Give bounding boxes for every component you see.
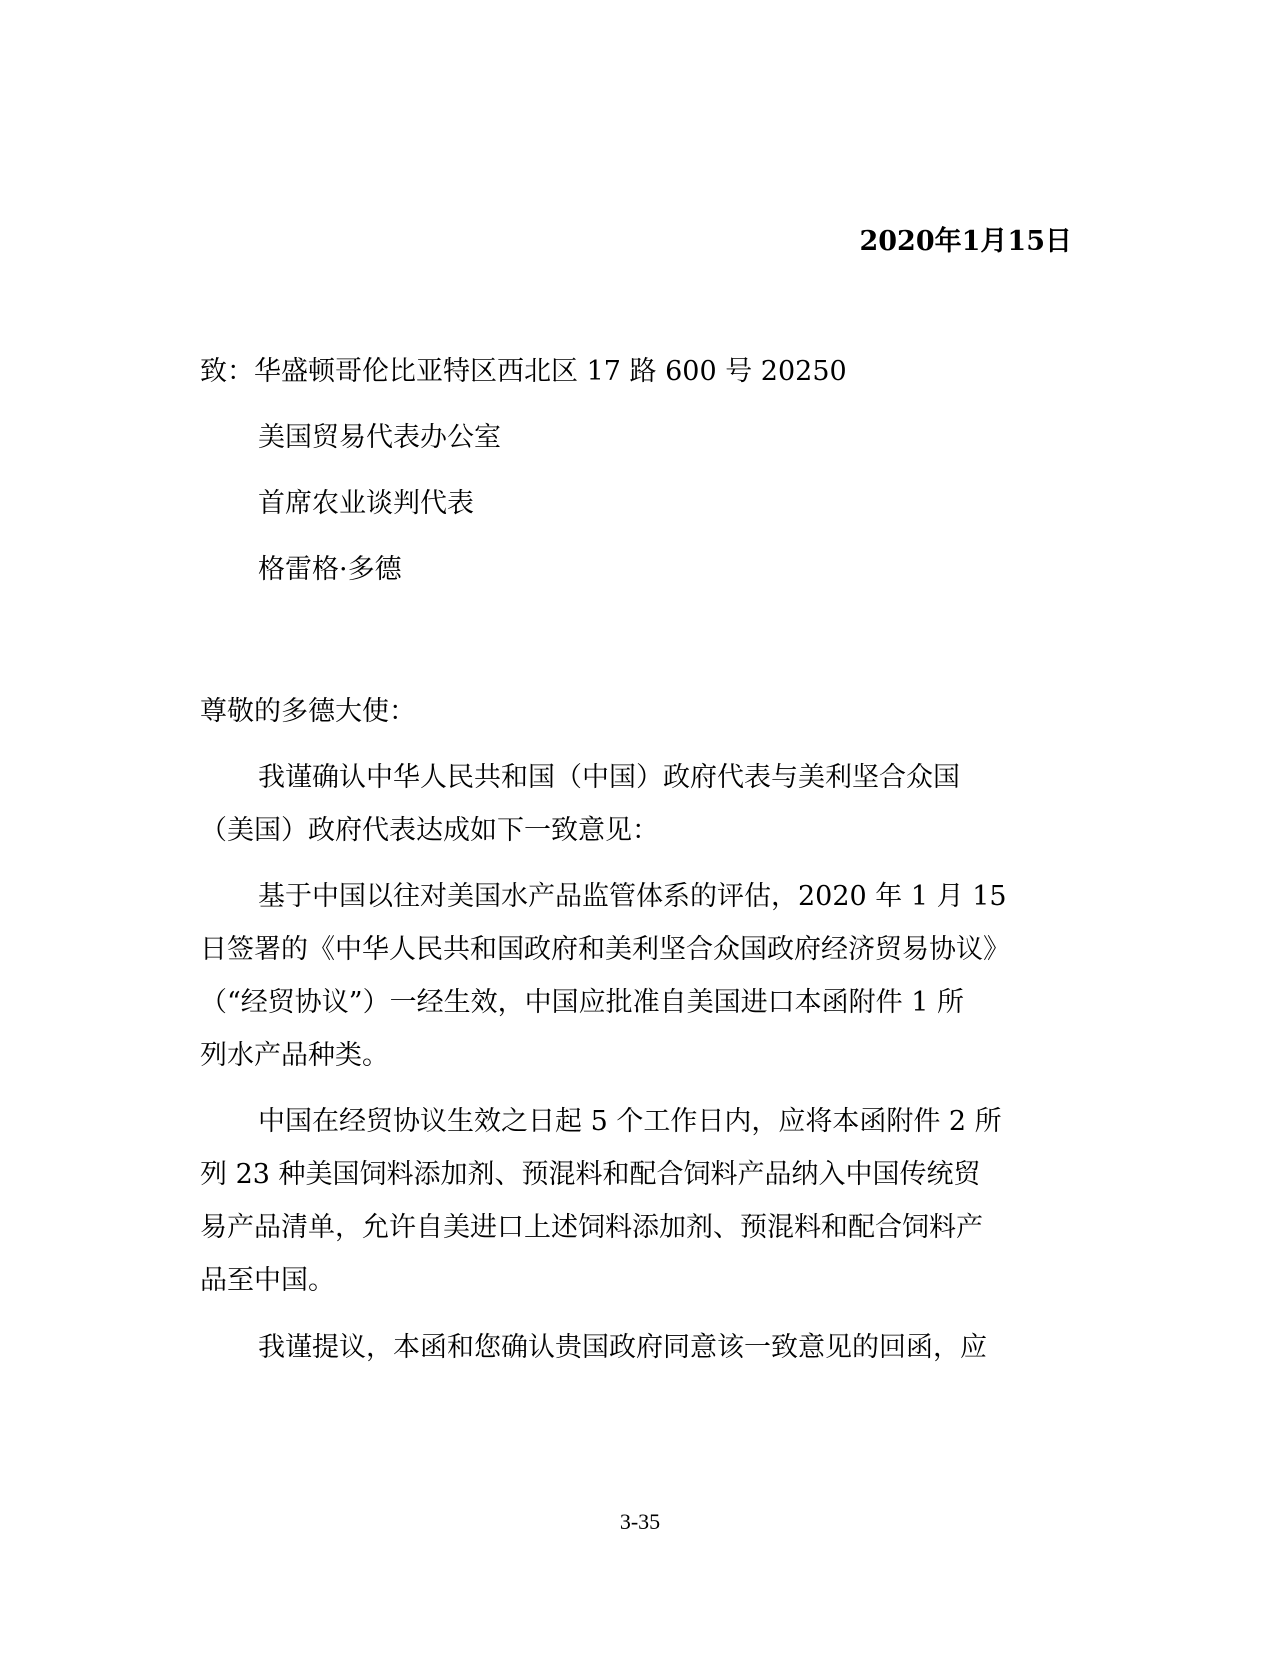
- paragraph-2-line-1: 基于中国以往对美国水产品监管体系的评估，2020 年 1 月 15: [258, 881, 1007, 912]
- paragraph-1-line-1: 我谨确认中华人民共和国（中国）政府代表与美利坚合众国: [258, 762, 960, 793]
- paragraph-2-line-3: （“经贸协议”）一经生效，中国应批准自美国进口本函附件 1 所: [200, 987, 964, 1018]
- letter-date: 2020年1月15日: [859, 226, 1072, 257]
- recipient-address-line: [200, 355, 847, 389]
- recipient-name: 格雷格·多德: [258, 554, 402, 585]
- salutation: 尊敬的多德大使：: [200, 696, 416, 727]
- paragraph-2-line-2: 日签署的《中华人民共和国政府和美利坚合众国政府经济贸易协议》: [200, 934, 1010, 965]
- paragraph-3-line-1: 中国在经贸协议生效之日起 5 个工作日内，应将本函附件 2 所: [258, 1106, 1002, 1137]
- paragraph-3-line-3: 易产品清单，允许自美进口上述饲料添加剂、预混料和配合饲料产: [200, 1212, 983, 1243]
- paragraph-3-line-4: 品至中国。: [200, 1265, 335, 1296]
- recipient-street-address: 华盛顿哥伦比亚特区西北区 17 路 600 号 20250: [254, 356, 847, 387]
- recipient-title: 首席农业谈判代表: [258, 488, 474, 519]
- paragraph-4-line-1: 我谨提议，本函和您确认贵国政府同意该一致意见的回函，应: [258, 1332, 987, 1363]
- recipient-office: 美国贸易代表办公室: [258, 422, 501, 453]
- paragraph-2-line-4: 列水产品种类。: [200, 1040, 389, 1071]
- to-prefix: 致：: [200, 356, 254, 387]
- paragraph-3-line-2: 列 23 种美国饲料添加剂、预混料和配合饲料产品纳入中国传统贸: [200, 1159, 981, 1190]
- page-number: 3-35: [619, 1509, 661, 1534]
- paragraph-1-line-2: （美国）政府代表达成如下一致意见：: [200, 815, 659, 846]
